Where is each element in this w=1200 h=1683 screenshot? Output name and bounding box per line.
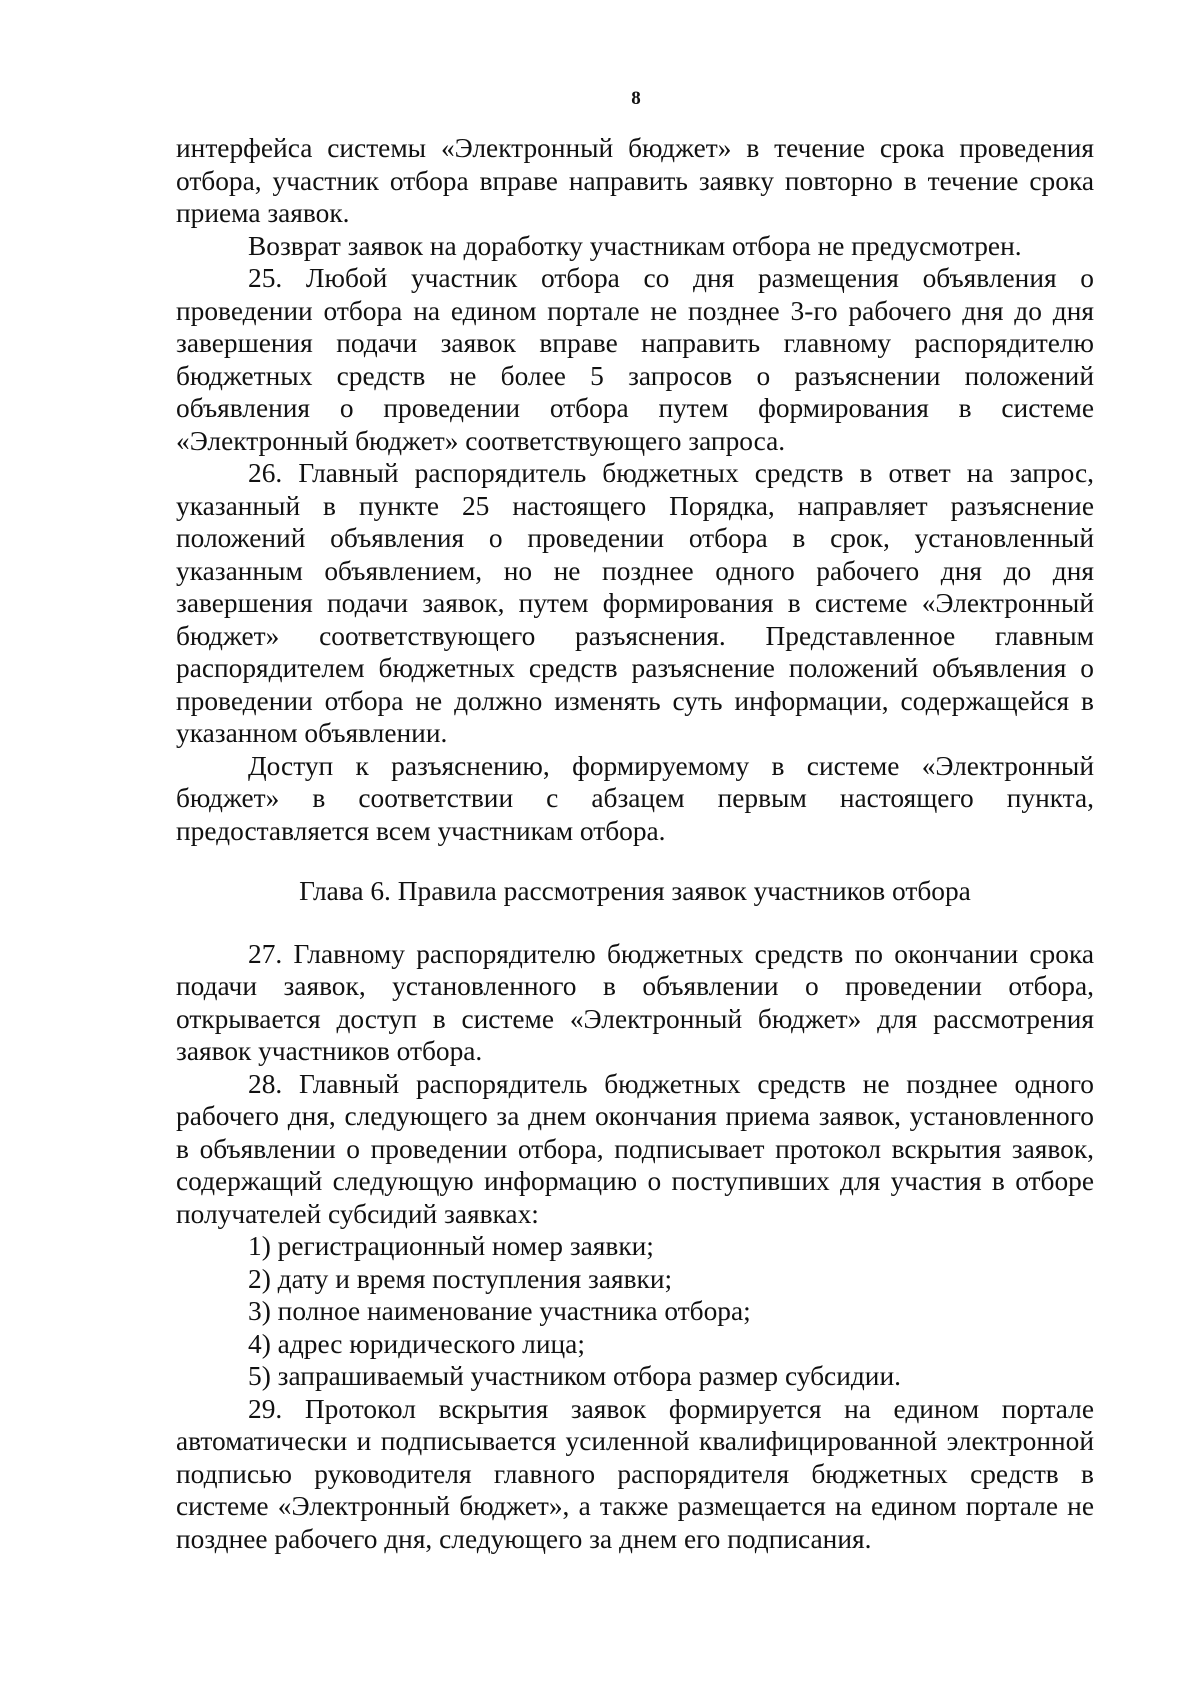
paragraph-25: 25. Любой участник отбора со дня размещения объявления о проведении отбора на едином портале не позднее 3-го рабочего дня до дня завершения подачи заявок вправе направить главному распорядителю бюджетных средств не более 5 запросов о разъяснении положений объявления о проведении отбора путем формирования в системе «Электронный бюджет» соответствующего запроса. — [176, 263, 1094, 456]
page-number: 8 — [631, 88, 641, 109]
paragraph-27: 27. Главному распорядителю бюджетных средств по окончании срока подачи заявок, установленного в объявлении о проведении отбора, открывается доступ в системе «Электронный бюджет» для рассмотрения заявок участников отбора. — [176, 938, 1094, 1066]
paragraph-return-note: Возврат заявок на доработку участникам отбора не предусмотрен. — [248, 230, 1022, 261]
list-item: 2) дату и время поступления заявки; — [248, 1263, 673, 1294]
document-body — [176, 132, 1094, 1555]
paragraph-29: 29. Протокол вскрытия заявок формируется на едином портале автоматически и подписывается усиленной квалифицированной электронной подписью руководителя главного распорядителя бюджетных средств в системе «Электронный бюджет», а также размещается на едином портале не позднее рабочего дня, следующего за днем его подписания. — [176, 1393, 1094, 1554]
paragraph-28: 28. Главный распорядитель бюджетных средств не позднее одного рабочего дня, следующего за днем окончания приема заявок, установленного в объявлении о проведении отбора, подписывает протокол вскрытия заявок, содержащий следующую информацию о поступивших для участия в отборе получателей субсидий заявках: — [176, 1068, 1094, 1229]
list-item: 3) полное наименование участника отбора; — [248, 1296, 751, 1326]
paragraph-26: 26. Главный распорядитель бюджетных средств в ответ на запрос, указанный в пункте 25 настоящего Порядка, направляет разъяснение положений объявления о проведении отбора в срок, установленный указанным объявлением, но не позднее одного рабочего дня до дня завершения подачи заявок, путем формирования в системе «Электронный бюджет» соответствующего разъяснения. Представленное главным распорядителем бюджетных средств разъяснение положений объявления о проведении отбора не должно изменять суть информации, содержащейся в указанном объявлении. — [176, 458, 1094, 748]
list-item: 5) запрашиваемый участником отбора размер субсидии. — [248, 1361, 901, 1391]
paragraph-continuation: интерфейса системы «Электронный бюджет» в течение срока проведения отбора, участник отбора вправе направить заявку повторно в течение срока приема заявок. — [176, 133, 1094, 228]
list-item: 4) адрес юридического лица; — [248, 1328, 585, 1359]
paragraph-26-access: Доступ к разъяснению, формируемому в системе «Электронный бюджет» в соответствии с абзацем первым настоящего пункта, предоставляется всем участникам отбора. — [176, 750, 1094, 846]
chapter-heading: Глава 6. Правила рассмотрения заявок участников отбора — [299, 876, 971, 906]
list-item: 1) регистрационный номер заявки; — [248, 1231, 654, 1261]
